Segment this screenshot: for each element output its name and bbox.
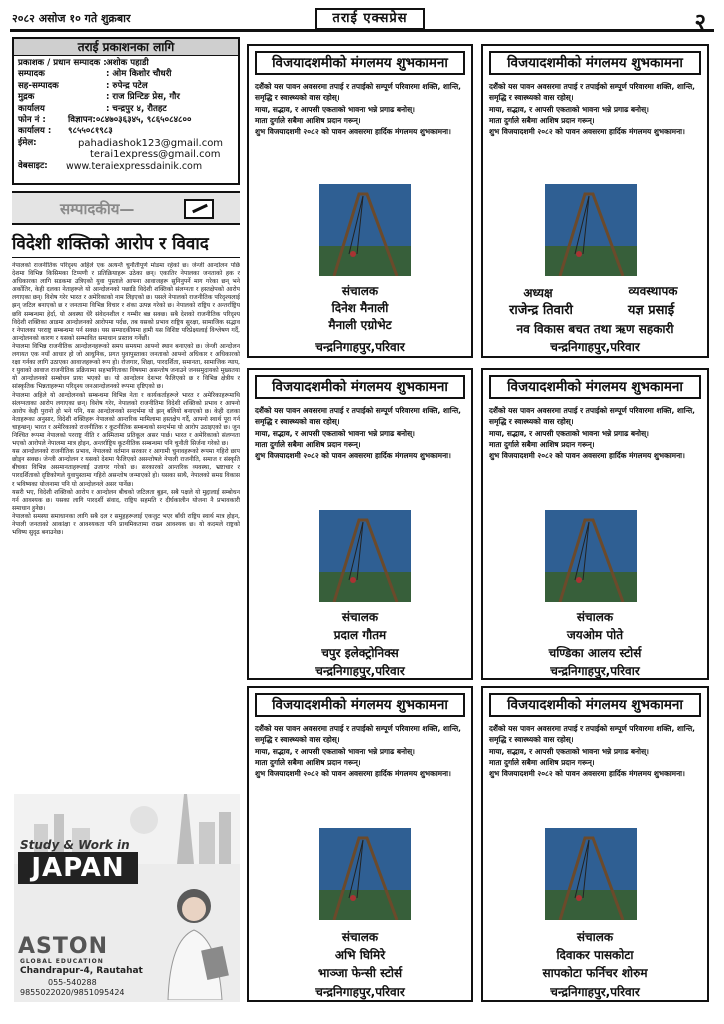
editorial-label: सम्पादकीय— — [60, 200, 135, 218]
greeting-ad — [247, 368, 473, 680]
pen-icon — [184, 199, 214, 219]
greeting-body: दशैंको यस पावन अवसरमा तपाई र तपाईको सम्पूर्ण परिवारमा शक्ति, शान्ति, समृद्धि र स्वास्थ्यको वास रहोस्। माया, सद्भाव, र आपसी एकताको भावना भन्ने प्रगाढ बनोस्। माता दुर्गाले सबैमा आशिष प्रदान गरून्। शुभ विजयादशमी २०८२ को पावन अवसरमा हार्दिक मंगलमय शुभकामना। — [489, 82, 695, 137]
greeting-body: दशैंको यस पावन अवसरमा तपाई र तपाईको सम्पूर्ण परिवारमा शक्ति, शान्ति, समृद्धि र स्वास्थ्यको वास रहोस्। माया, सद्भाव, र आपसी एकताको भावना भन्ने प्रगाढ बनोस्। माता दुर्गाले सबैमा आशिष प्रदान गरून्। शुभ विजयादशमी २०८२ को पावन अवसरमा हार्दिक मंगलमय शुभकामना। — [255, 406, 461, 461]
email-link[interactable]: terai1express@gmail.com — [90, 149, 221, 161]
greeting-name: अभि घिमिरे — [334, 948, 386, 962]
greeting-name: यज्ञ प्रसाई — [627, 303, 675, 318]
paragraph: नेपालमा अहिले यो आन्दोलनको सम्बन्धमा विभिन्न नेता र कार्यकर्ताहरूले भारत र अमेरिकाहरूमाथि संलग्नताका आरोप लगाएका छन्। विशेष गरेर, नेपालको राजनीतिमा विदेशी शक्तिको प्रभाव र आफ्नो आरोप केही पुरानो हो भने पनि, यस आन्दोलनको सन्दर्भमा यो झन् बलियो बनाएको छ। केही दलका नेताहरूका अनुसार, विदेशी शक्तिहरू नेपालको आन्तरिक मामिलामा हस्तक्षेप गर्दै, आफ्नो स्वार्थ पूरा गर्न चाहन्छन्। भारत र अमेरिकाको राजनीतिक र कूटनीतिक सम्बन्धको सन्दर्भमा यो आरोप उठाइएको छ। जुन निश्चित रूपमा नेपालको परराष्ट्र नीति र अस्मितामा प्रतिकूल असर पार्छ। भारत र अमेरिकाको संलग्नता भएको आरोपले नेपालमा मात्र होइन, अन्तर्राष्ट्रिय कूटनीतिक सम्बन्धमा पनि चुनौती सिर्जना गरेको छ। — [12, 391, 240, 448]
ad-brand: ASTON — [18, 934, 108, 959]
paragraph: नेपालको राजनीतिक परिदृश्य अहिले एक अत्यन्तै चुनौतीपूर्ण मोडमा रहेको छ। जेन्जी आन्दोलन पछि देशमा विभिन्न किसिमका टिप्पणी र प्रतिक्रियाहरू उठेका छन्। एकातिर नेपालका जनताको हक र अधिकारका लागि सडकमा उत्रिएको युवा पुस्ताले आफ्ना आवाजहरू सुनिनुपर्ने माग गरेका छन् भने अर्कोतिर, केही दलका नेताहरूले यो आन्दोलनको पछाडि विदेशी शक्तिको संलग्नता र हस्तक्षेपको आरोप लगाएका छन्। विशेष गरेर भारत र अमेरिकाको नाम लिइएको छ। यसले नेपालको राजनीतिक परिदृश्यलाई झन् जटिल बनाएको छ र जनतामा विभिन्न विचार र शंका उत्पन्न गरेको छ। नेपालको राष्ट्रिय र अन्तर्राष्ट्रिय छवि सम्बन्धमा हेर्दा, यो अवस्था धेरै संवेदनशील र गम्भीर बन्न सक्छ। सबै देशको राजनीतिक परिदृश्य विदेशी शक्तिका आडमा आन्दोलनको आरोपमा पर्दछ, तब यसको प्रभाव राष्ट्रिय सुरक्षा, सामाजिक सद्भाव र नेपालका परराष्ट्र सम्बन्धमा पर्न सक्छ। यस सम्पादकीयमा हामी यस विशिष्ट परिप्रेक्ष्यलाई विश्लेषण गर्दै, आन्दोलनको कारण र यसको सम्भावित समाधान प्रस्ताव गर्नेछौं। — [12, 262, 240, 342]
greeting-role: संचालक — [341, 284, 379, 298]
greeting-role: संचालक — [576, 930, 614, 944]
email-row: ईमेल: pahadiashok123@gmail.com — [18, 137, 224, 149]
greeting-body: दशैंको यस पावन अवसरमा तपाई र तपाईको सम्पूर्ण परिवारमा शक्ति, शान्ति, समृद्धि र स्वास्थ्यको वास रहोस्। माया, सद्भाव, र आपसी एकताको भावना भन्ने प्रगाढ बनोस्। माता दुर्गाले सबैमा आशिष प्रदान गरून्। शुभ विजयादशमी २०८२ को पावन अवसरमा हार्दिक मंगलमय शुभकामना। — [489, 724, 695, 779]
editorial-title: विदेशी शक्तिको आरोप र विवाद — [12, 231, 240, 258]
editorial-header — [12, 191, 240, 225]
dashain-swing-photo — [319, 510, 411, 602]
dashain-swing-photo — [545, 828, 637, 920]
greeting-title: विजयादशमीको मंगलमय शुभकामना — [489, 51, 701, 75]
greeting-business: सापकोटा फर्निचर शोरुम — [542, 966, 648, 980]
greeting-place: चन्द्रनिगाहपुर,परिवार — [550, 664, 640, 678]
website-link[interactable]: www.teraiexpressdainik.com — [66, 161, 203, 173]
ad-address: Chandrapur-4, Rautahat — [20, 966, 143, 976]
ad-phone: 9855022020/9851095424 — [20, 988, 125, 997]
editorial-section — [12, 191, 240, 751]
greeting-business: नव विकास बचत तथा ऋण सहकारी — [516, 322, 674, 336]
imprint-row: प्रकाशक / प्रधान सम्पादक : अशोक पहाडी — [18, 58, 149, 68]
issue-date: २०८२ असोज १० गते शुक्रबार — [12, 12, 131, 25]
page-number: २ — [694, 10, 706, 35]
greeting-title: विजयादशमीको मंगलमय शुभकामना — [255, 375, 465, 399]
greeting-ad — [481, 44, 709, 358]
greeting-body: दशैंको यस पावन अवसरमा तपाई र तपाईको सम्पूर्ण परिवारमा शक्ति, शान्ति, समृद्धि र स्वास्थ्यको वास रहोस्। माया, सद्भाव, र आपसी एकताको भावना भन्ने प्रगाढ बनोस्। माता दुर्गाले सबैमा आशिष प्रदान गरून्। शुभ विजयादशमी २०८२ को पावन अवसरमा हार्दिक मंगलमय शुभकामना। — [255, 724, 461, 779]
greeting-name: जयओम पोते — [566, 628, 624, 642]
study-japan-ad[interactable] — [14, 794, 240, 1002]
greeting-business: भाञ्जा फेन्सी स्टोर्स — [317, 966, 403, 980]
dashain-swing-photo — [545, 510, 637, 602]
greeting-title: विजयादशमीको मंगलमय शुभकामना — [489, 375, 701, 399]
dashain-swing-photo — [319, 828, 411, 920]
greeting-place: चन्द्रनिगाहपुर,परिवार — [315, 985, 405, 999]
imprint-box — [12, 37, 240, 185]
imprint-row: सम्पादक : ओम किशोर चौधरी — [18, 69, 172, 80]
greeting-business: चण्डिका आलय स्टोर्स — [548, 646, 642, 660]
greeting-place: चन्द्रनिगाहपुर,परिवार — [550, 340, 640, 354]
greeting-title: विजयादशमीको मंगलमय शुभकामना — [255, 51, 465, 75]
dashain-swing-photo — [545, 184, 637, 276]
greeting-name: दिनेश मैनाली — [331, 301, 389, 315]
ad-country: JAPAN — [18, 852, 138, 884]
paragraph: यस आन्दोलनको राजनीतिक प्रभाव, नेपालको वर्तमान सरकार र आगामी चुनावहरूको रूपमा गहिरो छाप छोड्न सक्छ। जेन्जी आन्दोलन र यसको देशमा फैलिएको असन्तोषले नेपाली राजनीति, समाज र संस्कृति बीचका विभिन्न असमानताहरूलाई उजागर गरेको छ। सरकारको आन्तरिक व्यवस्था, भ्रष्टाचार र पारदर्शिताको दृष्टिकोणले युवापुस्तामा गहिरो असन्तोष जन्माएको हो। यसका साथै, नेपालको समग्र विकास र भविष्यका योजनामा पनि यो आन्दोलनले असर पार्नेछ। — [12, 448, 240, 488]
greeting-business: चपुर इलेक्ट्रोनिक्स — [321, 646, 399, 660]
greeting-name: राजेन्द्र तिवारी — [509, 303, 573, 318]
greeting-name: प्रदाल गौतम — [333, 628, 387, 642]
editorial-body — [12, 262, 240, 757]
dashain-swing-photo — [319, 184, 411, 276]
paragraph: यसरी भए, विदेशी शक्तिको आरोप र आन्दोलन बीचको जटिलता बुझ्न, सबै पक्षले यो मुद्दालाई सम्बोधन गर्न आवश्यक छ। यसका लागि पारदर्शी संवाद, राष्ट्रिय सहमति र दीर्घकालीन योजना नै प्रभावकारी समाधान हुनेछ। — [12, 488, 240, 512]
imprint-row: सह-सम्पादक : रुपेन्द्र पटेल — [18, 80, 148, 91]
greeting-name: दिवाकर पासकोटा — [556, 948, 634, 962]
imprint-title: तराई प्रकाशनका लागि — [14, 39, 238, 56]
imprint-row: मुद्रक : राज प्रिन्टिङ प्रेस, गौर — [18, 92, 180, 103]
greeting-place: चन्द्रनिगाहपुर,परिवार — [550, 985, 640, 999]
greeting-business: मैनाली एग्रोभेट — [328, 318, 392, 332]
page-header — [10, 8, 714, 35]
greeting-role: अध्यक्ष — [523, 286, 553, 300]
greeting-title: विजयादशमीको मंगलमय शुभकामना — [489, 693, 701, 717]
paragraph: नेपालमा विभिन्न राजनीतिक आन्दोलनहरूको समय समयमा आफ्नो स्थान बनाएको छ। जेन्जी आन्दोलन लगायत एक नयाँ आधार हो जो आधुनिक, प्रगत युवापुस्ताका जनताको आफ्नो अधिकार र अधिकारको रक्षा गर्नका लागि उठाएका आवाजहरूको रूप हो। रोजगार, शिक्षा, पारदर्शिता, समानता, सामाजिक न्याय, र युवाको आवाज राजनीतिक प्रक्रियामा सहभागिताका विषयमा असन्तोष जनाउने जनसमुदायको मुख्यतया यो आन्दोलनको सम्बोधन प्रायः भएको छ। यो आन्दोलन देशभर फैलिएको छ र विभिन्न क्षेत्रीय र सांस्कृतिक भिन्नताहरूमा परिदृश्य जनआन्दोलनको रूपमा दृष्टिएको छ। — [12, 342, 240, 391]
masthead: तराई एक्सप्रेस — [315, 8, 425, 30]
ad-brand-sub: GLOBAL EDUCATION — [20, 958, 104, 965]
greeting-ad — [481, 686, 709, 1002]
greeting-ad — [247, 686, 473, 1002]
greeting-ad — [247, 44, 473, 358]
greeting-body: दशैंको यस पावन अवसरमा तपाई र तपाईको सम्पूर्ण परिवारमा शक्ति, शान्ति, समृद्धि र स्वास्थ्यको वास रहोस्। माया, सद्भाव, र आपसी एकताको भावना भन्ने प्रगाढ बनोस्। माता दुर्गाले सबैमा आशिष प्रदान गरून्। शुभ विजयादशमी २०८२ को पावन अवसरमा हार्दिक मंगलमय शुभकामना। — [255, 82, 461, 137]
greeting-place: चन्द्रनिगाहपुर,परिवार — [315, 664, 405, 678]
greeting-ad — [481, 368, 709, 680]
email-link[interactable]: pahadiashok123@gmail.com — [78, 137, 224, 149]
imprint-row: कार्यालय : चन्द्रपुर ४, रौतहट — [18, 103, 167, 114]
paragraph: नेपालको समस्या समाधानका लागि सबै दल र समुहहरूलाई एकजुट भएर बाँधी राष्ट्रिय स्वार्थ मात्र होइन, नेपाली जनताको आकांक्षा र आवश्यकता पनि प्राथमिकतामा राख्न आवश्यक छ। यो कदमले राष्ट्रको भविष्य सुदृढ बनाउनेछ। — [12, 512, 240, 537]
greeting-role: संचालक — [341, 930, 379, 944]
imprint-row: कार्यालय : ९८५५०८१९८३ — [18, 126, 113, 137]
greeting-title: विजयादशमीको मंगलमय शुभकामना — [255, 693, 465, 717]
imprint-row: फोन नं : विज्ञापन:०८४७०३६३४५, ९८६५०८४८०० — [18, 115, 192, 126]
student-image — [154, 878, 236, 1000]
greeting-place: चन्द्रनिगाहपुर,परिवार — [315, 340, 405, 354]
greeting-role: संचालक — [341, 610, 379, 624]
ad-tagline: Study & Work in — [20, 838, 130, 852]
greeting-body: दशैंको यस पावन अवसरमा तपाई र तपाईको सम्पूर्ण परिवारमा शक्ति, शान्ति, समृद्धि र स्वास्थ्यको वास रहोस्। माया, सद्भाव, र आपसी एकताको भावना भन्ने प्रगाढ बनोस्। माता दुर्गाले सबैमा आशिष प्रदान गरून्। शुभ विजयादशमी २०८२ को पावन अवसरमा हार्दिक मंगलमय शुभकामना। — [489, 406, 695, 461]
ad-phone: 055-540288 — [48, 978, 97, 987]
website-row: वेबसाइट: www.teraiexpressdainik.com — [18, 161, 203, 173]
greeting-role: व्यवस्थापक — [628, 284, 678, 298]
greeting-role: संचालक — [576, 610, 614, 624]
